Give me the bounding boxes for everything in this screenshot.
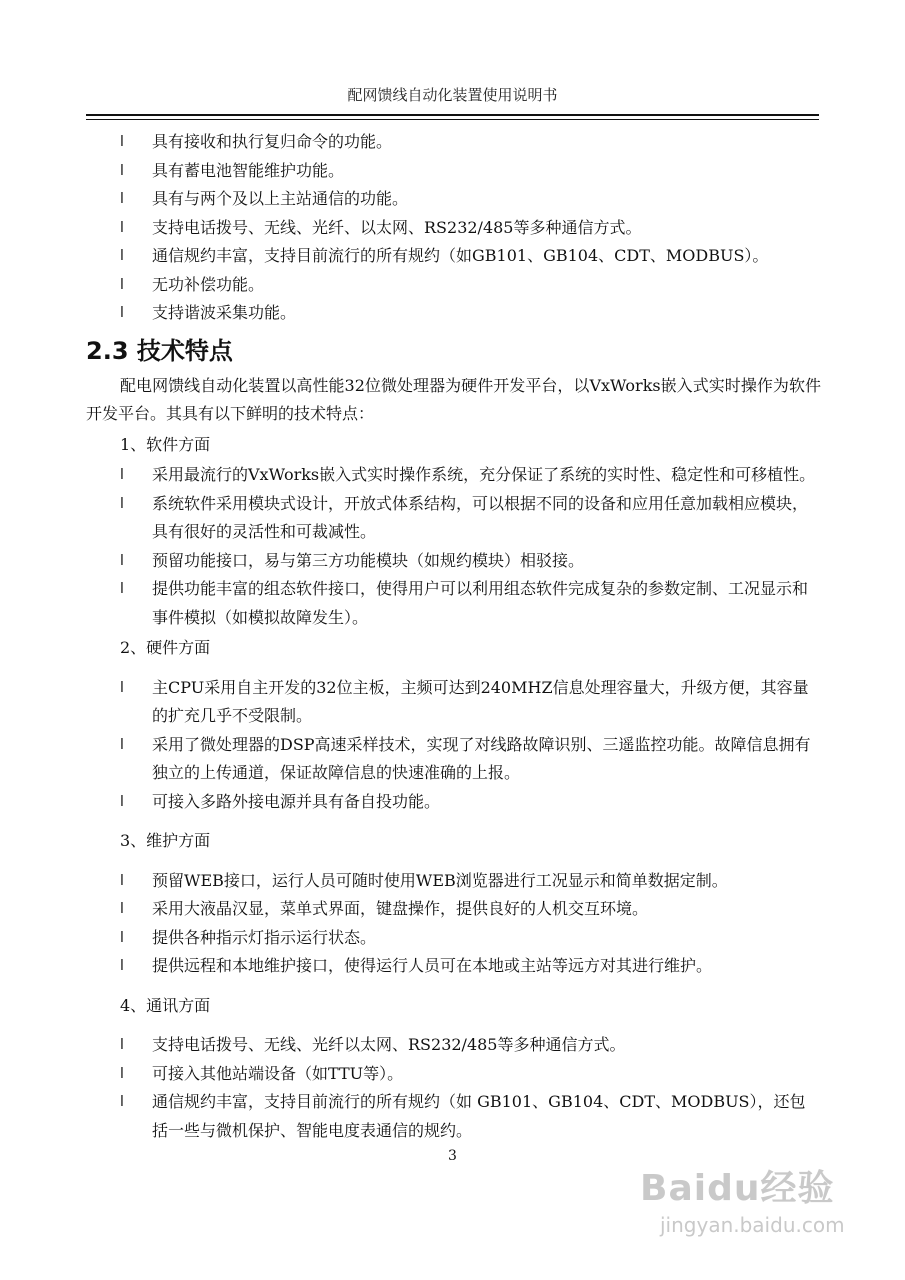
bullet-icon: l <box>120 581 124 597</box>
bullet-icon: l <box>120 191 124 207</box>
subsection-title-communication: 4、通讯方面 <box>120 995 211 1015</box>
bullet-icon: l <box>120 929 124 946</box>
list-item: l 主CPU采用自主开发的32位主板，主频可达到240MHZ信息处理容量大，升级方便，其容量的扩充几乎不受限制。 <box>86 674 821 731</box>
bullet-icon: l <box>120 219 124 236</box>
watermark <box>640 1160 890 1250</box>
bullet-icon: l <box>120 162 124 179</box>
list-item: l 提供功能丰富的组态软件接口，使得用户可以利用组态软件完成复杂的参数定制、工况显示和事件模拟（如模拟故障发生）。 <box>86 575 821 632</box>
list-item: l 预留功能接口，易与第三方功能模块（如规约模块）相驳接。 <box>86 547 821 576</box>
list-item: l 具有接收和执行复归命令的功能。 <box>86 128 821 157</box>
list-item: l 具有与两个及以上主站通信的功能。 <box>86 185 821 214</box>
bullet-icon: l <box>120 495 124 512</box>
watermark-logo: Baidu经验 <box>640 1168 835 1209</box>
section-heading: 2.3 技术特点 <box>86 336 233 365</box>
header-rule-thick <box>86 114 819 116</box>
bullet-icon: l <box>120 793 124 810</box>
bullet-icon: l <box>120 276 124 293</box>
bullet-icon: l <box>120 305 124 321</box>
list-item: l 可接入多路外接电源并具有备自投功能。 <box>86 788 821 817</box>
list-item: l 可接入其他站端设备（如TTU等）。 <box>86 1060 821 1089</box>
list-item: l 支持谐波采集功能。 <box>86 299 821 328</box>
list-item: l 提供各种指示灯指示运行状态。 <box>86 924 821 953</box>
list-item: l 采用了微处理器的DSP高速采样技术，实现了对线路故障识别、三遥监控功能。故障信息拥有独立的上传通道，保证故障信息的快速准确的上报。 <box>86 731 821 788</box>
document-header: 配网馈线自动化装置使用说明书 <box>347 86 558 104</box>
bullet-icon: l <box>120 1065 124 1082</box>
bullet-icon: l <box>120 467 124 483</box>
bullet-icon: l <box>120 901 124 917</box>
list-item: l 具有蓄电池智能维护功能。 <box>86 157 821 186</box>
subsection-title-software: 1、软件方面 <box>120 434 211 454</box>
list-item: l 采用大液晶汉显，菜单式界面，键盘操作，提供良好的人机交互环境。 <box>86 895 821 924</box>
header-rule-thin <box>86 119 819 120</box>
bullet-icon: l <box>120 248 124 264</box>
bullet-icon: l <box>120 134 124 150</box>
list-item: l 预留WEB接口，运行人员可随时使用WEB浏览器进行工况显示和简单数据定制。 <box>86 867 821 896</box>
list-item: l 通信规约丰富，支持目前流行的所有规约（如 GB101、GB104、CDT、MODBUS），还包括一些与微机保护、智能电度表通信的规约。 <box>86 1088 821 1145</box>
list-item: l 通信规约丰富，支持目前流行的所有规约（如GB101、GB104、CDT、MODBUS）。 <box>86 242 821 271</box>
intro-list <box>86 128 821 328</box>
bullet-icon: l <box>120 1037 124 1053</box>
bullet-icon: l <box>120 872 124 889</box>
list-item: l 支持电话拨号、无线、光纤、以太网、RS232/485等多种通信方式。 <box>86 214 821 243</box>
page-content <box>86 128 821 1145</box>
bullet-icon: l <box>120 552 124 569</box>
watermark-url: jingyan.baidu.com <box>660 1213 845 1237</box>
section-paragraph: 配电网馈线自动化装置以高性能32位微处理器为硬件开发平台，以VxWorks嵌入式实时操作为软件开发平台。其具有以下鲜明的技术特点： <box>86 375 821 423</box>
list-item: l 采用最流行的VxWorks嵌入式实时操作系统，充分保证了系统的实时性、稳定性和可移植性。 <box>86 461 821 490</box>
bullet-icon: l <box>120 1094 124 1110</box>
subsection-title-hardware: 2、硬件方面 <box>120 638 211 657</box>
list-item: l 支持电话拨号、无线、光纤以太网、RS232/485等多种通信方式。 <box>86 1031 821 1060</box>
list-item: l 无功补偿功能。 <box>86 271 821 300</box>
list-item: l 提供远程和本地维护接口，使得运行人员可在本地或主站等远方对其进行维护。 <box>86 952 821 981</box>
bullet-icon: l <box>120 679 124 696</box>
list-item: l 系统软件采用模块式设计，开放式体系结构，可以根据不同的设备和应用任意加载相应模块，具有很好的灵活性和可裁减性。 <box>86 490 821 547</box>
bullet-icon: l <box>120 958 124 974</box>
subsection-title-maintenance: 3、维护方面 <box>120 831 211 850</box>
bullet-icon: l <box>120 736 124 753</box>
page-number: 3 <box>448 1148 457 1164</box>
